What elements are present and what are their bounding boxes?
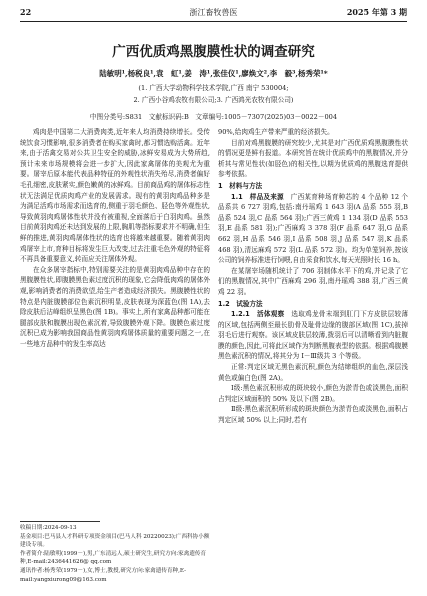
footnote-corresponding: 通讯作者:杨秀荣(1979－),女,博士,教授,研究方向:家禽遗传育种,E-mail:yangxiurong09@163.com — [20, 567, 186, 583]
journal-name: 浙江畜牧兽医 — [189, 8, 238, 17]
body-paragraph — [218, 192, 408, 266]
right-column — [218, 127, 408, 426]
subsection-text: 选取鸡龙骨末端到肛门下方皮肤层较薄的区域,包括两侧至最长肋骨及耻骨边缘的腹部区域(图 1C),拔掉羽毛后进行观察。该区域皮肤层较薄,拨羽后可以清晰看到内脏腹膜的颜色,因此,可将此区域作为判断黑腹表型的依据。根据鸡腹膜黑色素沉积的情况,将其分为 Ⅰ－Ⅲ级共 3 个等级。 — [218, 310, 409, 361]
subsection-run-in: 1.2.1 活体观察 — [231, 310, 285, 319]
subsection-text: 广西某育种场育种芯的 4 个品种 12 个品系共 6 727 羽鸡,包括:南丹瑶鸡 1 643 羽(A 品系 555 羽,B 品系 524 羽,C 品系 564 羽);广西三黄鸡 1 134 羽(D 品系 553 羽,E 品系 581 羽);广西麻鸡 3 378 羽(F 品系 647 羽,G 品系 662 羽,H 品系 546 羽,I 品系 508 羽,J 品系 547 羽,K 品系 468 羽),清远麻鸡 572 羽(L 品系 572 羽)。均为单笼饲养,按该公司的饲养标准进行饲喂,自由采食和饮水,每天光照时长 16 h。 — [218, 192, 409, 265]
issue-label: 2025 年第 3 期 — [346, 7, 407, 17]
section-heading: 1.2 试验方法 — [218, 299, 263, 308]
footnote-rule — [20, 521, 100, 522]
footnotes — [20, 524, 210, 584]
body-paragraph: 目前对鸡黑腹膜的研究较少,尤其是对广西优质鸡黑腹膜性状的情况更是鲜有报道。本研究旨在统计优质鸡中的黑腹情况,并分析其与常见性状(如胫色)的相关性,以期为优质鸡的黑腹选育提供参考依据。 — [218, 138, 408, 179]
body-paragraph: Ⅰ级:黑色素沉积形成的斑块较小,颜色为淤青色或淡黑色,面积占判定区域面积的 50% 及以下(图 2B)。 — [218, 384, 408, 403]
body-paragraph: 90%,给肉鸡生产带来严重的经济损失。 — [218, 128, 334, 136]
footnote-received: 收稿日期:2024-09-13 — [20, 525, 77, 531]
header-rule — [20, 21, 407, 22]
page-number: 22 — [20, 7, 32, 17]
body-paragraph — [218, 309, 408, 362]
body-paragraph: 在众多屠宰指标中,特别需要关注的是黄羽肉鸡品种中存在的黑腹膜性状,即腹膜黑色素过度沉积的现象,它会降低肉鸡的屠体外观,影响消费者的消费欲望,给生产者造成经济损失。黑腹膜性状的特点是内脏腹膜部位色素沉积明显,皮肤表现为深蓝色(图 1A),去除皮肤后沾峰组织呈黑色(图 1B)。事实上,所有家禽品种都可能在腿部皮肤和腹膜出现色素沉着,导致腹膜外观下降。腹膜色素过度沉积已成为影响我国商品性黄羽肉鸡屠体质量的重要问题之一,在一些地方品种中的发生率高达 — [20, 265, 210, 348]
article-title: 广西优质鸡黑腹膜性状的调查研究 — [112, 44, 315, 60]
body-paragraph: 在某屠宰场随机统计了 706 羽制体水平下的鸡,并记录了它们的黑腹情况,其中广西麻鸡 296 羽,南丹瑶鸡 388 羽,广西三黄鸡 22 羽。 — [218, 266, 408, 296]
section-heading: 1 材料与方法 — [218, 181, 263, 190]
subsection-run-in: 1.1 样品及来源 — [231, 192, 284, 201]
body-paragraph: 正常:判定区域无黑色素沉积,颜色为结缔组织的血色,深层浅黄色或偏白色(图 2A)。 — [218, 363, 408, 382]
author-list: 陆敏明¹,杨税良¹,袁 虹¹,姜 涛¹,张佳仪¹,廖焕文²,李 毅³,杨秀荣¹* — [99, 69, 328, 78]
affiliation-line-2: 2. 广西小谷鸡农牧有限公司;3. 广西鸿光农牧有限公司) — [133, 96, 294, 104]
affiliation-line-1: (1. 广西大学动物科学技术学院,广西 南宁 530004; — [138, 84, 289, 92]
body-paragraph: 鸡肉是中国第二大消费肉类,近年来人均消费持续增长。受传统饮食习惯影响,很多消费者在购买家禽时,都习惯选购活禽。近年来,由于活禽交易对公共卫生安全的威胁,冰鲜安易成为大势所趋,预计未来市场规模将会进一步扩大,因此家禽屠体的美观尤为重要。屠宰后原本能代表品种特征的外观性状消失殆尽,消费者偏好毛孔细密,皮肤紧实,颜色嫩黄的冰鲜鸡。目前商品鸡的屠体标志性状无法满足优质肉鸡产业的发展需求。现有的黄羽肉鸡品种多是为满足活鸡市场需求而选育的,侧重于羽毛颜色、胫色等外观性状,导致黄羽肉鸡屠体性状并没有被重视,全面落后于白羽肉鸡。虽然目前黄羽肉鸡还未达到发展的上限,胸肌等指标要求并不明确,但生鲜的推进,黄羽肉鸡屠体性状的选育也将越来越重要。随着黄羽肉鸡屠宰上市,育种目标将发生巨大改变,过去注重毛色外观的特征将不再具备重要意义,转而应关注屠体外观。 — [20, 128, 210, 264]
footnote-first-author: 作者简介:陆敏明(1999－),男,广东清远人,硕士研究生,研究方向:家禽遗传育种,E-mail:2436441626@ qq.com — [20, 550, 207, 566]
classification-line: 中图分类号:S831 文献标识码:B 文章编号:1005－7307(2025)03－0022－004 — [89, 113, 338, 121]
running-header — [20, 7, 407, 20]
left-column — [20, 127, 210, 349]
footnote-fund: 基金项目:巴马县人才科研专项资金项目(巴马人科 20220023);广西科协小额建设专项。 — [20, 533, 210, 549]
body-paragraph: Ⅱ级:黑色素沉积所形成的斑块颜色为淤青色或淡黑色,面积占判定区域 50% 以上;同时,若有 — [218, 405, 408, 425]
